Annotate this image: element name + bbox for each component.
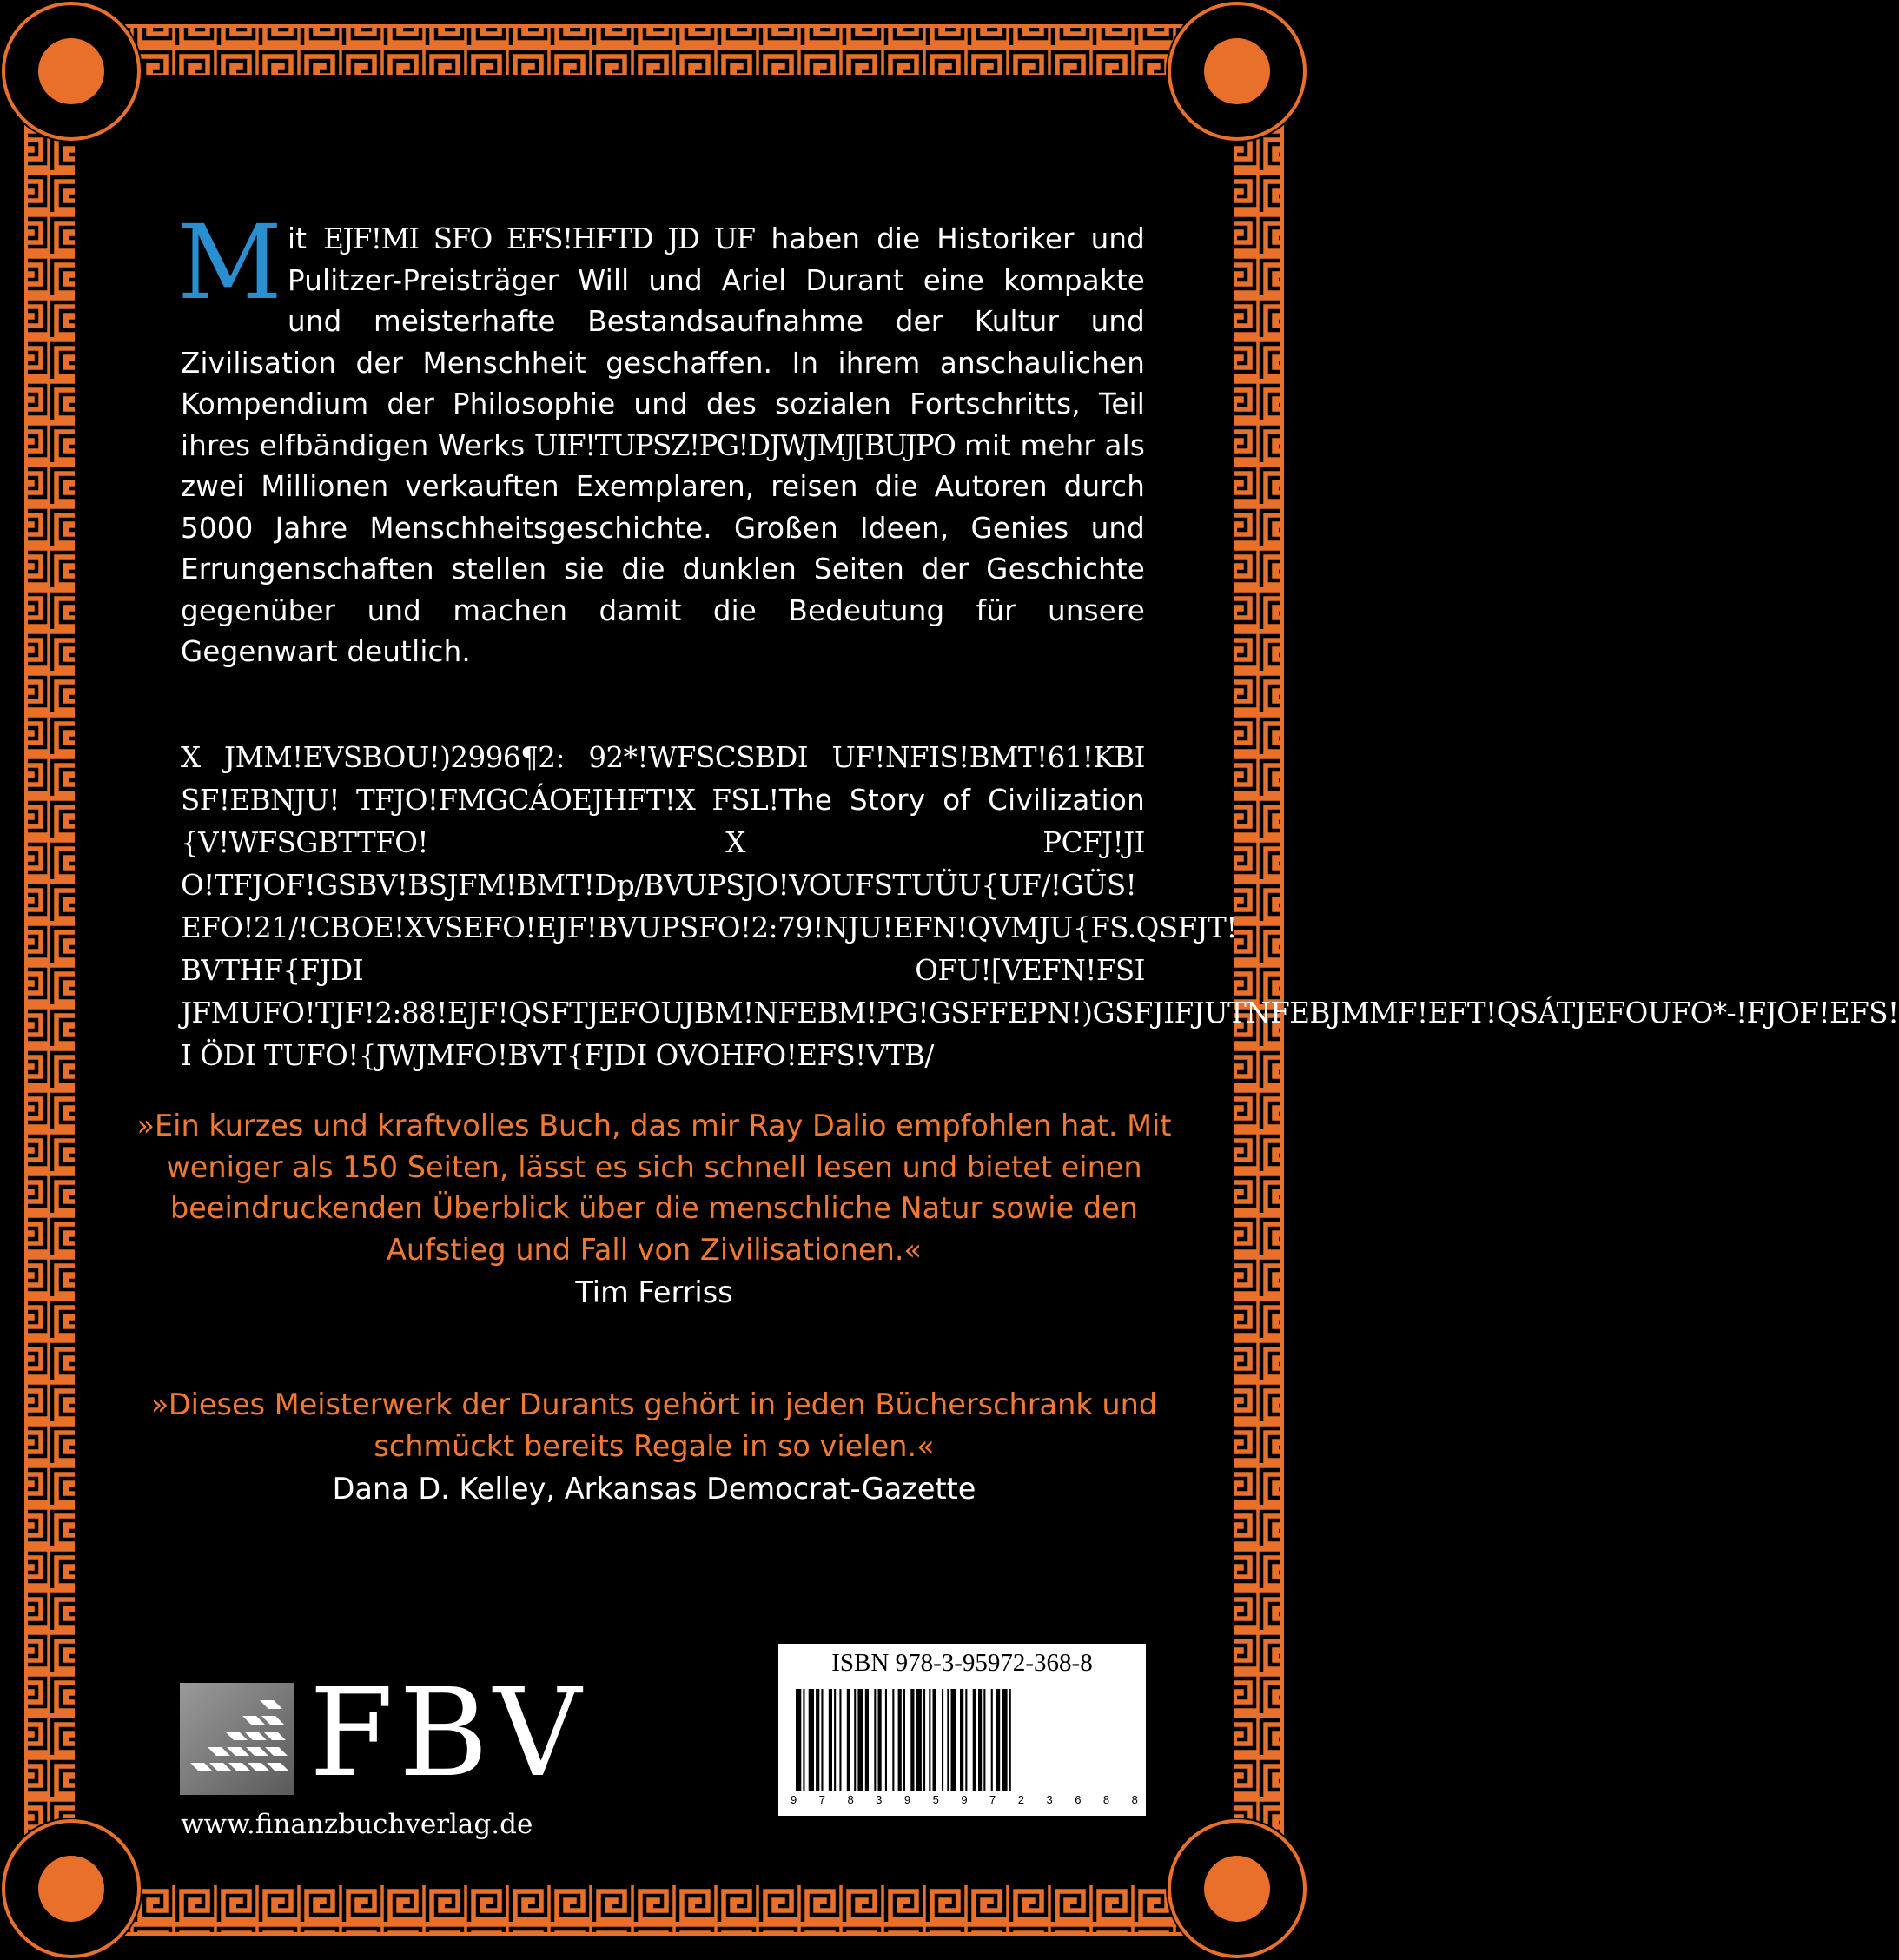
barcode-bar [947, 1689, 949, 1791]
barcode-bar [892, 1689, 894, 1791]
barcode-bar [933, 1689, 936, 1791]
barcode-bar [923, 1689, 925, 1791]
barcode-digit: 9 [791, 1793, 797, 1806]
barcode-digit: 5 [932, 1793, 939, 1806]
corner-medallion-bottom-left [0, 1818, 142, 1960]
barcode-bar [803, 1689, 804, 1791]
barcode-bar [878, 1689, 882, 1791]
publisher-logo-text: FBV [309, 1663, 587, 1804]
barcode-bar [796, 1689, 801, 1791]
barcode-digit: 2 [1017, 1793, 1024, 1806]
corner-medallion-top-left [0, 0, 142, 142]
publisher-logo-icon [180, 1683, 294, 1795]
barcode-bar [910, 1689, 914, 1791]
barcode-digit: 8 [1131, 1793, 1138, 1806]
barcode-digits [791, 1793, 1138, 1806]
barcode-bar [942, 1689, 943, 1791]
barcode-bar [816, 1689, 819, 1791]
barcode-bar [951, 1689, 956, 1791]
barcode-bar [821, 1689, 823, 1791]
barcode-digit: 9 [903, 1793, 911, 1806]
barcode-bar [839, 1689, 841, 1791]
testimonial-quote [130, 1105, 1178, 1314]
barcode-digit: 7 [818, 1793, 825, 1806]
barcode-bars [794, 1689, 1131, 1795]
publisher-website: www.finanzbuchverlag.de [181, 1809, 533, 1840]
series-title-garbled: UIF!TUPSZ!PG!DJWJMJ[BUJPO [533, 428, 956, 462]
drop-cap: M [177, 202, 283, 322]
barcode-bar [960, 1689, 963, 1791]
bio-series-title: The Story of Civilization [778, 784, 1145, 817]
quote-author: Dana D. Kelley, Arkansas Democrat-Gazette [332, 1472, 976, 1506]
book-blurb [177, 202, 1146, 673]
barcode-bar [916, 1689, 922, 1791]
corner-medallion-top-right [1166, 0, 1308, 142]
barcode-bar [857, 1689, 863, 1791]
barcode-bar [996, 1689, 1000, 1791]
bio-text-garbled: X JMM!EVSBOU!)2996¶2: 92*!WFSCSBDI UF!NFIS!BMT!61!KBI SF!EBNJU! TFJO!FMGCÁOEJHFT!X FSL! [181, 741, 1145, 817]
barcode-bar [978, 1689, 982, 1791]
barcode-bar [1002, 1689, 1007, 1791]
barcode-bar [903, 1689, 905, 1791]
barcode-bar [965, 1689, 967, 1791]
barcode-digit: 8 [1102, 1793, 1110, 1806]
book-title-garbled: EJF!MI SFO EFS!HFTD JD UF [323, 222, 755, 255]
barcode-bar [991, 1689, 993, 1791]
barcode-bar [834, 1689, 836, 1791]
barcode-bar [898, 1689, 902, 1791]
author-bio [181, 737, 1899, 1077]
isbn-label: ISBN 978-3-95972-368-8 [831, 1649, 1093, 1677]
corner-medallion-bottom-right [1166, 1818, 1308, 1960]
barcode-digit: 3 [876, 1793, 883, 1806]
bio-text-garbled: {V!WFSGBTTFO! X PCFJ!JI O!TFJOF!GSBV!BSJFM!BMT!Dp/BVUPSJO!VOUFSTUÜU{UF/!GÜS! EFO!21/!CBOE!XVSEFO!EJF!BVUPSFO!2:79!NJU!EFN!QVMJU{FS.QSFJT! BVTHF{FJDI OFU![VEFN!FSI JFMUFO!TJF!2:88!EJF!QSFTJEFOUJBM!NFEBM!PG!GSFFEPN!)GSFJIFJUTNFEBJMMF!EFT!QSÁTJEFOUFO*-!FJOF!EFS! I ÖDI TUFO!{JWJMFO!BVT{FJDI OVOHFO!EFS!VTB/ [181, 826, 1899, 1072]
barcode-digit: 3 [1046, 1793, 1053, 1806]
quote-text: »Dieses Meisterwerk der Durants gehört in jeden Bücherschrank und schmückt bereits Regale in so vielen.« [150, 1387, 1158, 1463]
quote-text: »Ein kurzes und kraftvolles Buch, das mir Ray Dalio empfohlen hat. Mit weniger als 150 Seiten, lässt es sich schnell lesen und bietet einen beeindruckenden Überblick über die menschliche Natur sowie den Aufstieg und Fall von Zivilisationen.« [136, 1109, 1172, 1267]
barcode-bar [1009, 1689, 1011, 1791]
testimonial-quote [130, 1384, 1178, 1510]
blurb-text: mit mehr als zwei Millionen verkauften Exemplaren, reisen die Autoren durch 5000 Jahre Menschheitsgeschichte. Großen Ideen, Genies und Errungenschaften stellen sie die dunklen Seiten der Geschichte gegenüber und machen damit die Bedeutung für unsere Gegenwart deutlich. [181, 428, 1145, 668]
barcode-digit: 6 [1075, 1793, 1082, 1806]
barcode-bar [829, 1689, 832, 1791]
barcode-bar [854, 1689, 856, 1791]
barcode-bar [885, 1689, 887, 1791]
barcode-bar [874, 1689, 876, 1791]
barcode-bar [809, 1689, 814, 1791]
quote-author: Tim Ferriss [575, 1275, 733, 1309]
barcode-bar [983, 1689, 985, 1791]
barcode-digit: 9 [961, 1793, 968, 1806]
isbn-barcode [778, 1644, 1146, 1816]
barcode-bar [929, 1689, 930, 1791]
barcode-digit: 7 [989, 1793, 996, 1806]
blurb-text: haben die Historiker und Pulitzer-Preisträger Will und Ariel Durant eine kompakte und meisterhafte Bestandsaufnahme der Kultur und Zivilisation der Menschheit geschaffen. In ihrem anschaulichen Kompendium der Philosophie und des sozialen Fortschritts, Teil ihres elfbändigen Werks [181, 222, 1146, 462]
barcode-bar [973, 1689, 976, 1791]
barcode-bar [847, 1689, 850, 1791]
barcode-bar [865, 1689, 869, 1791]
blurb-text: it [288, 222, 324, 255]
barcode-digit: 8 [847, 1793, 854, 1806]
